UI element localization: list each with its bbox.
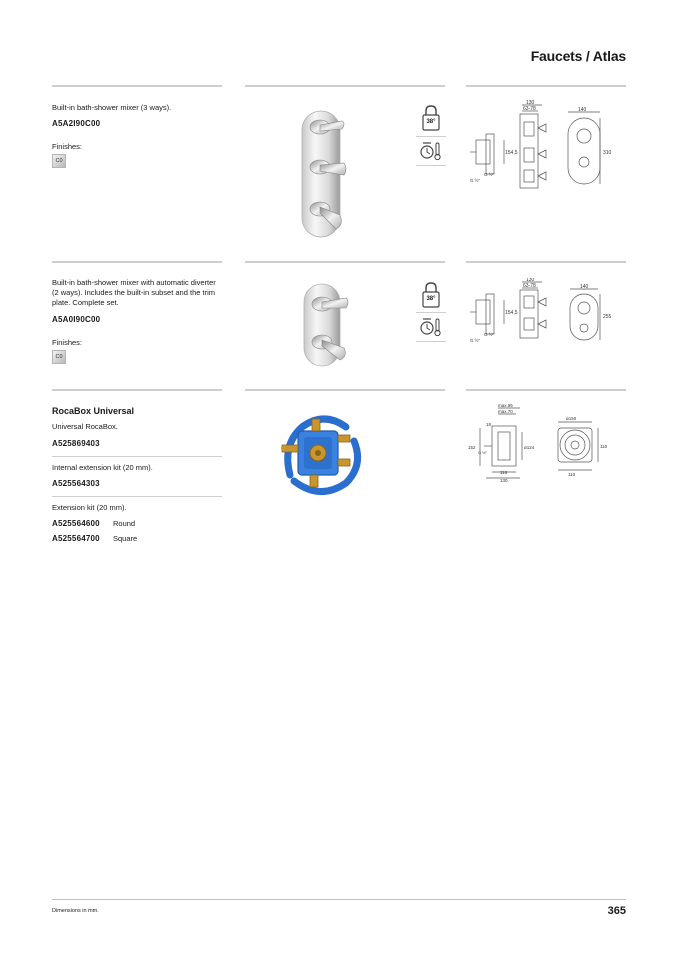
- product-code: A5A0I90C00: [52, 315, 101, 324]
- sub-divider: [52, 456, 222, 457]
- extension-variant-name: Round: [113, 519, 136, 528]
- dim-110-side: 110: [600, 444, 608, 449]
- dim-130: 130: [500, 478, 508, 483]
- icon-divider: [416, 165, 446, 166]
- finishes-label: Finishes:: [52, 142, 83, 151]
- sub-divider: [52, 496, 222, 497]
- product-image-3-way-mixer: [290, 105, 352, 243]
- product-code: A5A2I90C00: [52, 119, 101, 128]
- icon-divider: [416, 312, 446, 313]
- rocabox-title: RocaBox Universal: [52, 406, 135, 416]
- section-divider: [52, 85, 222, 87]
- icon-divider: [416, 341, 446, 342]
- dim-18: 18: [486, 422, 492, 427]
- finishes-label: Finishes:: [52, 338, 83, 347]
- dim-dia-150: ø150: [566, 416, 577, 421]
- dim-max-70: max.70: [498, 409, 513, 414]
- dim-255: 255: [603, 314, 612, 320]
- extension-kit-label: Extension kit (20 mm).: [52, 503, 127, 512]
- thermo-badge: 38°: [426, 119, 436, 125]
- extension-variant-code: A525564700: [52, 534, 100, 543]
- internal-extension-label: Internal extension kit (20 mm).: [52, 463, 153, 472]
- dim-140: 140: [580, 284, 589, 290]
- footer-note: Dimensions in mm.: [52, 908, 99, 914]
- icon-divider: [416, 136, 446, 137]
- product-image-rocabox: [272, 405, 364, 501]
- internal-extension-code: A525564303: [52, 479, 100, 488]
- thermostatic-lock-icon: [417, 103, 445, 133]
- rocabox-description: Universal RocaBox.: [52, 422, 118, 431]
- page-number: 365: [607, 905, 626, 917]
- section-divider: [245, 85, 445, 87]
- dim-140: 140: [578, 107, 587, 113]
- section-divider: [245, 261, 445, 263]
- dim-63-78: 63-78: [523, 283, 536, 289]
- dim-110-bottom: 110: [568, 472, 576, 477]
- section-divider: [466, 389, 626, 391]
- extension-variant-code: A525564600: [52, 519, 100, 528]
- dim-max-95: max.95: [498, 403, 513, 408]
- product-image-2-way-mixer: [292, 280, 352, 370]
- section-divider: [245, 389, 445, 391]
- dim-116: 116: [500, 470, 508, 475]
- section-divider: [466, 261, 626, 263]
- thermostatic-lock-icon: [417, 280, 445, 310]
- dim-130: 130: [526, 100, 535, 106]
- dim-g-half-b: G ½": [484, 332, 495, 337]
- dim-130: 130: [526, 278, 535, 283]
- dim-dia-124: ø124: [524, 445, 535, 450]
- technical-drawing-2-way: [462, 278, 622, 348]
- finish-swatch-chrome: C0: [52, 154, 66, 168]
- thermometer-dial-icon: [417, 316, 445, 338]
- dim-154-5: 154,5: [505, 150, 518, 156]
- thermo-badge: 38°: [426, 296, 436, 302]
- extension-variant-name: Square: [113, 534, 138, 543]
- dim-310: 310: [603, 150, 612, 156]
- thermometer-dial-icon: [417, 140, 445, 162]
- section-divider: [466, 85, 626, 87]
- section-divider: [52, 389, 222, 391]
- dim-g-half-a: G ½": [470, 178, 481, 183]
- section-divider: [52, 261, 222, 263]
- dim-152: 152: [468, 445, 476, 450]
- technical-drawing-rocabox: [462, 402, 622, 484]
- footer-divider: [52, 899, 626, 900]
- dim-63-78: 63-78: [523, 106, 536, 112]
- product-description: Built-in bath-shower mixer (3 ways).: [52, 103, 172, 112]
- finish-swatch-chrome: C0: [52, 350, 66, 364]
- product-description: Built-in bath-shower mixer with automatic diverter (2 ways). Includes the built-in subset and the trim plate. Complete set.: [52, 278, 216, 307]
- rocabox-code: A525869403: [52, 439, 100, 448]
- technical-drawing-3-way: [462, 100, 622, 192]
- dim-154-5: 154,5: [505, 310, 518, 316]
- page-title: Faucets / Atlas: [530, 48, 626, 64]
- dim-g-half-b: G ½": [484, 172, 495, 177]
- dim-g-half-a: G ½": [470, 338, 481, 343]
- dim-g-half: G ½": [478, 450, 487, 455]
